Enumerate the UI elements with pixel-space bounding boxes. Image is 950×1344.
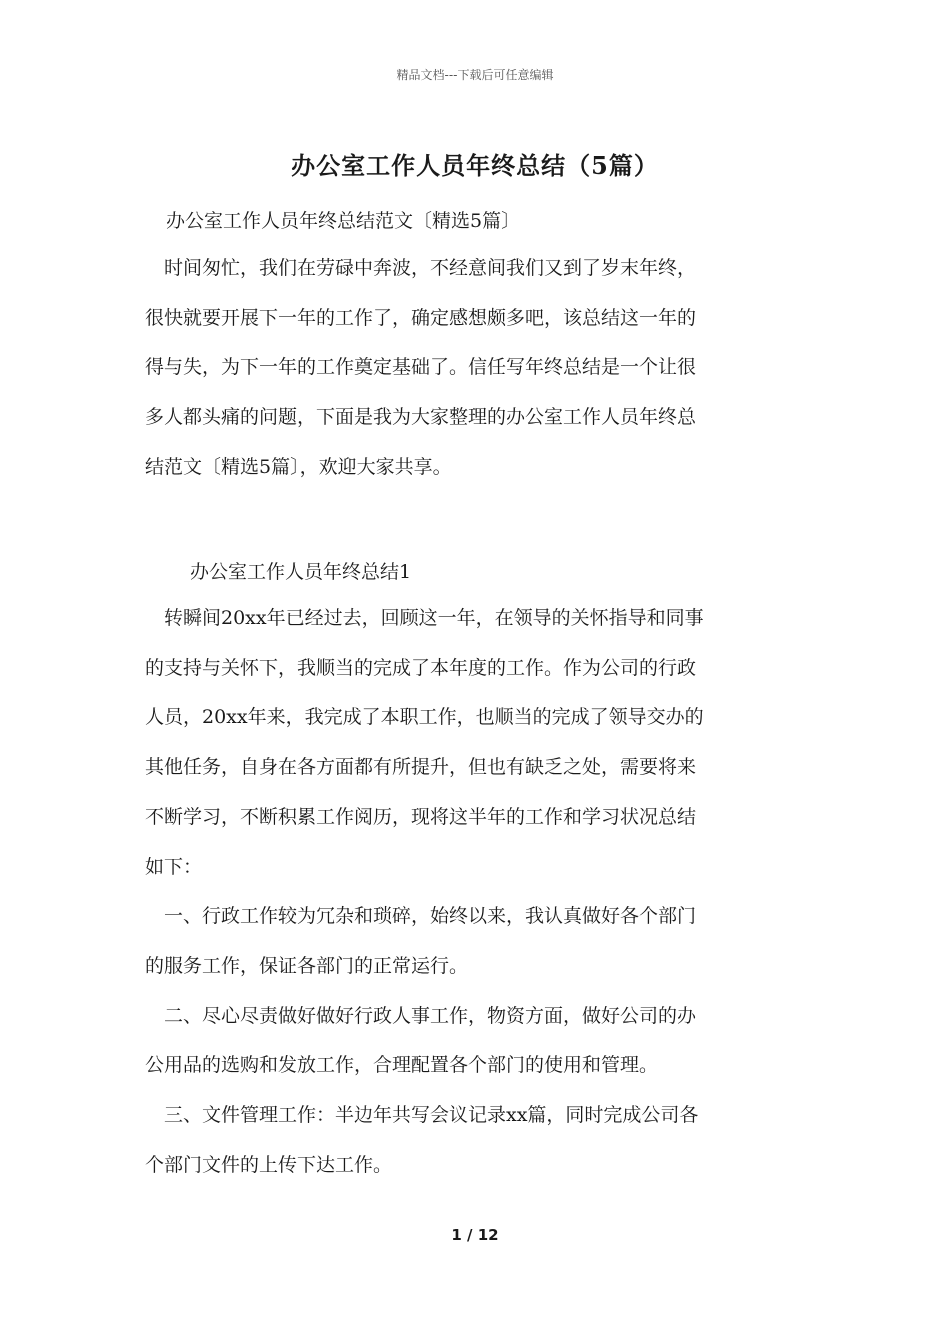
body-line: 个部门文件的上传下达工作。: [145, 1153, 393, 1176]
body-line: 人员，20xx年来，我完成了本职工作，也顺当的完成了领导交办的: [145, 706, 704, 729]
section-body: [145, 594, 810, 1190]
body-line: 公用品的选购和发放工作，合理配置各个部门的使用和管理。: [145, 1054, 659, 1077]
intro-paragraph: [145, 244, 810, 493]
body-line: 一、行政工作较为冗杂和琐碎，始终以来，我认真做好各个部门: [145, 905, 697, 928]
page-number: 1 / 12: [451, 1226, 499, 1244]
body-line: 转瞬间20xx年已经过去，回顾这一年，在领导的关怀指导和同事: [145, 607, 704, 629]
header-note: 精品文档---下载后可任意编辑: [396, 68, 554, 82]
body-line: 的服务工作，保证各部门的正常运行。: [145, 954, 469, 977]
intro-line: 结范文〔精选5篇〕，欢迎大家共享。: [145, 455, 452, 478]
document-subtitle: 办公室工作人员年终总结范文〔精选5篇〕: [166, 210, 521, 232]
section-heading: 办公室工作人员年终总结1: [190, 561, 412, 583]
intro-line: 得与失，为下一年的工作奠定基础了。信任写年终总结是一个让很: [145, 356, 697, 379]
body-line: 二、尽心尽责做好做好行政人事工作，物资方面，做好公司的办: [145, 1004, 697, 1027]
body-line: 不断学习，不断积累工作阅历，现将这半年的工作和学习状况总结: [145, 805, 697, 828]
body-line: 的支持与关怀下，我顺当的完成了本年度的工作。作为公司的行政: [145, 656, 697, 679]
document-title: 办公室工作人员年终总结（5篇）: [291, 151, 659, 180]
intro-line: 很快就要开展下一年的工作了，确定感想颇多吧，该总结这一年的: [145, 306, 697, 329]
intro-line: 时间匆忙，我们在劳碌中奔波，不经意间我们又到了岁末年终，: [145, 257, 697, 279]
body-line: 其他任务，自身在各方面都有所提升，但也有缺乏之处，需要将来: [145, 756, 697, 779]
body-line: 三、文件管理工作：半边年共写会议记录xx篇，同时完成公司各: [145, 1104, 699, 1127]
body-line: 如下：: [145, 855, 203, 878]
intro-line: 多人都头痛的问题，下面是我为大家整理的办公室工作人员年终总: [145, 406, 697, 429]
